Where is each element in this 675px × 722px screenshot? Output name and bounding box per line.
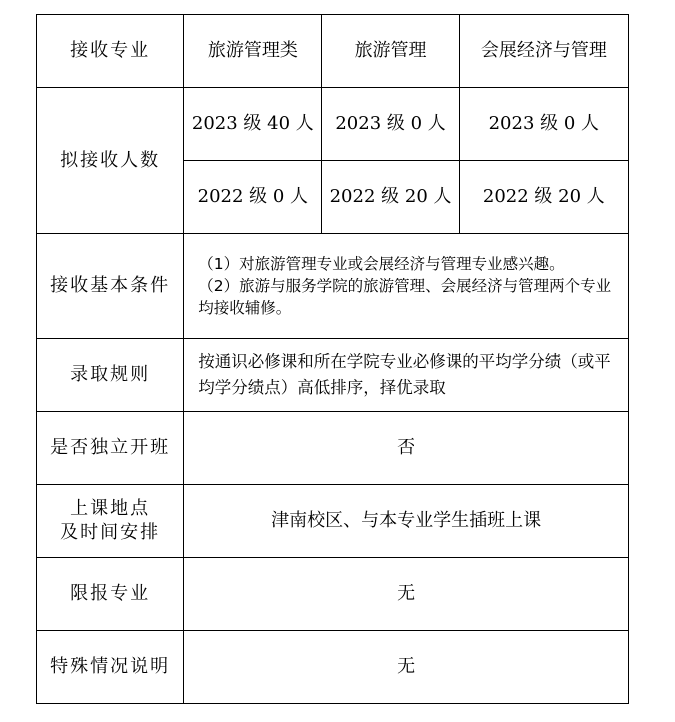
quota-label: 拟接收人数 xyxy=(37,88,184,234)
quota-2022-tourism-class: 2022 级 0 人 xyxy=(184,161,322,234)
admission-rule-label: 录取规则 xyxy=(37,339,184,412)
independent-class-value: 否 xyxy=(184,412,629,485)
restricted-major-label: 限报专业 xyxy=(37,558,184,631)
independent-class-row xyxy=(37,412,629,485)
quota-2022-tourism: 2022 级 20 人 xyxy=(322,161,459,234)
major-tourism-management: 旅游管理 xyxy=(322,15,459,88)
location-row xyxy=(37,485,629,558)
conditions-label: 接收基本条件 xyxy=(37,234,184,339)
quota-2023-tourism-class: 2023 级 40 人 xyxy=(184,88,322,161)
header-row xyxy=(37,15,629,88)
special-notes-label: 特殊情况说明 xyxy=(37,631,184,704)
restricted-major-row xyxy=(37,558,629,631)
special-notes-row xyxy=(37,631,629,704)
location-label: 上课地点 及时间安排 xyxy=(37,485,184,558)
special-notes-value: 无 xyxy=(184,631,629,704)
conditions-content xyxy=(184,234,629,339)
quota-2022-exhibition: 2022 级 20 人 xyxy=(459,161,628,234)
major-tourism-management-class: 旅游管理类 xyxy=(184,15,322,88)
conditions-row xyxy=(37,234,629,339)
receiving-major-label: 接收专业 xyxy=(37,15,184,88)
condition-item: （1）对旅游管理专业或会展经济与管理专业感兴趣。 xyxy=(198,255,565,273)
condition-item: （2）旅游与服务学院的旅游管理、会展经济与管理两个专业均接收辅修。 xyxy=(198,277,612,317)
quota-2023-tourism: 2023 级 0 人 xyxy=(322,88,459,161)
location-value: 津南校区、与本专业学生插班上课 xyxy=(184,485,629,558)
major-exhibition-economics: 会展经济与管理 xyxy=(459,15,628,88)
admission-rule-text: 按通识必修课和所在学院专业必修课的平均学分绩（或平均学分绩点）高低排序，择优录取 xyxy=(184,339,629,412)
quota-2023-exhibition: 2023 级 0 人 xyxy=(459,88,628,161)
independent-class-label: 是否独立开班 xyxy=(37,412,184,485)
minor-admission-table xyxy=(36,14,629,704)
quota-row-2023 xyxy=(37,88,629,161)
restricted-major-value: 无 xyxy=(184,558,629,631)
admission-rule-row xyxy=(37,339,629,412)
